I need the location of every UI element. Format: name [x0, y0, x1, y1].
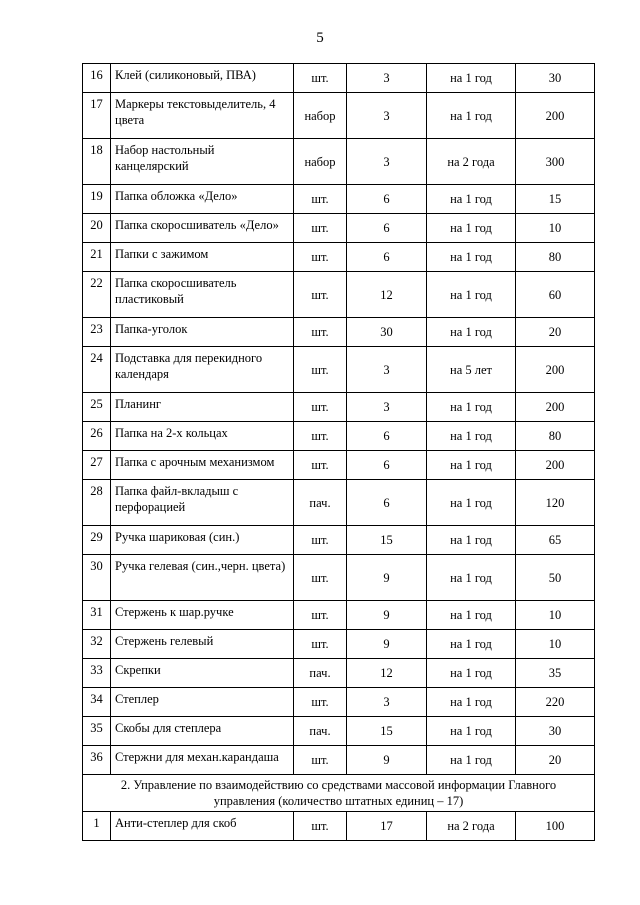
- row-number: 33: [83, 659, 111, 688]
- item-price: 15: [516, 185, 595, 214]
- item-price: 200: [516, 451, 595, 480]
- row-number: 18: [83, 139, 111, 185]
- item-name: Папка скоросшиватель пластиковый: [111, 272, 294, 318]
- item-quantity: 12: [347, 659, 427, 688]
- item-period: на 1 год: [427, 555, 516, 601]
- table-row: [83, 139, 595, 185]
- item-period: на 1 год: [427, 243, 516, 272]
- row-number: 20: [83, 214, 111, 243]
- item-name: Стержень к шар.ручке: [111, 601, 294, 630]
- item-name: Папки с зажимом: [111, 243, 294, 272]
- item-price: 50: [516, 555, 595, 601]
- item-period: на 1 год: [427, 659, 516, 688]
- item-quantity: 3: [347, 688, 427, 717]
- item-price: 80: [516, 243, 595, 272]
- item-period: на 1 год: [427, 451, 516, 480]
- table-row: [83, 555, 595, 601]
- row-number: 27: [83, 451, 111, 480]
- item-quantity: 15: [347, 526, 427, 555]
- item-unit: набор: [294, 139, 347, 185]
- table-row: [83, 526, 595, 555]
- row-number: 36: [83, 746, 111, 775]
- table-row: [83, 318, 595, 347]
- item-name: Маркеры текстовыделитель, 4 цвета: [111, 93, 294, 139]
- item-name: Папка обложка «Дело»: [111, 185, 294, 214]
- item-unit: шт.: [294, 422, 347, 451]
- item-price: 65: [516, 526, 595, 555]
- item-quantity: 9: [347, 630, 427, 659]
- row-number: 26: [83, 422, 111, 451]
- row-number: 16: [83, 64, 111, 93]
- item-period: на 1 год: [427, 318, 516, 347]
- item-price: 30: [516, 717, 595, 746]
- table-row: [83, 717, 595, 746]
- item-unit: шт.: [294, 318, 347, 347]
- table-row: [83, 64, 595, 93]
- table-row: [83, 185, 595, 214]
- item-unit: шт.: [294, 393, 347, 422]
- item-name: Набор настольный канцелярский: [111, 139, 294, 185]
- item-name: Клей (силиконовый, ПВА): [111, 64, 294, 93]
- table-row: [83, 243, 595, 272]
- item-quantity: 6: [347, 243, 427, 272]
- item-period: на 1 год: [427, 480, 516, 526]
- table-row: [83, 214, 595, 243]
- item-name: Планинг: [111, 393, 294, 422]
- item-price: 200: [516, 393, 595, 422]
- item-period: на 2 года: [427, 139, 516, 185]
- table-row: [83, 480, 595, 526]
- item-quantity: 3: [347, 347, 427, 393]
- item-price: 120: [516, 480, 595, 526]
- item-unit: шт.: [294, 526, 347, 555]
- item-period: на 1 год: [427, 272, 516, 318]
- item-quantity: 6: [347, 451, 427, 480]
- item-quantity: 6: [347, 422, 427, 451]
- item-unit: шт.: [294, 185, 347, 214]
- row-number: 35: [83, 717, 111, 746]
- item-period: на 1 год: [427, 717, 516, 746]
- item-unit: шт.: [294, 555, 347, 601]
- item-price: 10: [516, 630, 595, 659]
- item-name: Папка скоросшиватель «Дело»: [111, 214, 294, 243]
- item-price: 60: [516, 272, 595, 318]
- item-unit: шт.: [294, 630, 347, 659]
- item-period: на 1 год: [427, 601, 516, 630]
- item-name: Скрепки: [111, 659, 294, 688]
- item-price: 200: [516, 93, 595, 139]
- table-row: [83, 659, 595, 688]
- section-header-row: [83, 775, 595, 812]
- item-unit: пач.: [294, 659, 347, 688]
- item-price: 35: [516, 659, 595, 688]
- item-quantity: 9: [347, 601, 427, 630]
- item-name: Папка на 2-х кольцах: [111, 422, 294, 451]
- item-quantity: 6: [347, 214, 427, 243]
- item-name: Подставка для перекидного календаря: [111, 347, 294, 393]
- row-number: 30: [83, 555, 111, 601]
- row-number: 24: [83, 347, 111, 393]
- table-row: [83, 688, 595, 717]
- table-row: [83, 746, 595, 775]
- item-price: 30: [516, 64, 595, 93]
- item-unit: шт.: [294, 272, 347, 318]
- row-number: 32: [83, 630, 111, 659]
- table-row: [83, 272, 595, 318]
- item-quantity: 15: [347, 717, 427, 746]
- item-quantity: 12: [347, 272, 427, 318]
- item-name: Степлер: [111, 688, 294, 717]
- item-period: на 1 год: [427, 185, 516, 214]
- item-quantity: 30: [347, 318, 427, 347]
- item-unit: шт.: [294, 243, 347, 272]
- item-period: на 1 год: [427, 93, 516, 139]
- row-number: 22: [83, 272, 111, 318]
- table-row: [83, 601, 595, 630]
- item-name: Папка с арочным механизмом: [111, 451, 294, 480]
- item-quantity: 6: [347, 480, 427, 526]
- item-unit: шт.: [294, 746, 347, 775]
- item-price: 20: [516, 318, 595, 347]
- table-row: [83, 812, 595, 841]
- item-period: на 2 года: [427, 812, 516, 841]
- item-price: 10: [516, 214, 595, 243]
- item-price: 80: [516, 422, 595, 451]
- item-price: 220: [516, 688, 595, 717]
- row-number: 23: [83, 318, 111, 347]
- item-period: на 1 год: [427, 393, 516, 422]
- row-number: 21: [83, 243, 111, 272]
- row-number: 17: [83, 93, 111, 139]
- item-unit: шт.: [294, 64, 347, 93]
- item-period: на 5 лет: [427, 347, 516, 393]
- row-number: 25: [83, 393, 111, 422]
- table-row: [83, 630, 595, 659]
- item-price: 100: [516, 812, 595, 841]
- item-name: Папка файл-вкладыш с перфорацией: [111, 480, 294, 526]
- section-title: 2. Управление по взаимодействию со средствами массовой информации Главного управления (количество штатных единиц – 17): [83, 775, 595, 812]
- row-number: 19: [83, 185, 111, 214]
- item-price: 20: [516, 746, 595, 775]
- item-period: на 1 год: [427, 688, 516, 717]
- item-quantity: 3: [347, 93, 427, 139]
- item-period: на 1 год: [427, 214, 516, 243]
- item-unit: шт.: [294, 688, 347, 717]
- item-price: 10: [516, 601, 595, 630]
- item-name: Анти-степлер для скоб: [111, 812, 294, 841]
- item-name: Стержень гелевый: [111, 630, 294, 659]
- item-unit: шт.: [294, 812, 347, 841]
- item-quantity: 3: [347, 139, 427, 185]
- item-quantity: 9: [347, 746, 427, 775]
- table-row: [83, 422, 595, 451]
- table-row: [83, 393, 595, 422]
- item-name: Ручка гелевая (син.,черн. цвета): [111, 555, 294, 601]
- item-period: на 1 год: [427, 526, 516, 555]
- item-name: Стержни для механ.карандаша: [111, 746, 294, 775]
- table-row: [83, 93, 595, 139]
- item-quantity: 9: [347, 555, 427, 601]
- page-number: 5: [316, 30, 324, 46]
- item-price: 300: [516, 139, 595, 185]
- table-row: [83, 347, 595, 393]
- item-unit: набор: [294, 93, 347, 139]
- table-row: [83, 451, 595, 480]
- row-number: 1: [83, 812, 111, 841]
- item-unit: шт.: [294, 214, 347, 243]
- item-name: Папка-уголок: [111, 318, 294, 347]
- item-name: Скобы для степлера: [111, 717, 294, 746]
- row-number: 28: [83, 480, 111, 526]
- row-number: 31: [83, 601, 111, 630]
- item-unit: шт.: [294, 347, 347, 393]
- supplies-table: [82, 63, 595, 841]
- item-unit: шт.: [294, 451, 347, 480]
- item-period: на 1 год: [427, 64, 516, 93]
- item-price: 200: [516, 347, 595, 393]
- item-period: на 1 год: [427, 746, 516, 775]
- row-number: 29: [83, 526, 111, 555]
- item-period: на 1 год: [427, 630, 516, 659]
- item-unit: пач.: [294, 480, 347, 526]
- item-unit: пач.: [294, 717, 347, 746]
- item-quantity: 3: [347, 64, 427, 93]
- item-quantity: 17: [347, 812, 427, 841]
- row-number: 34: [83, 688, 111, 717]
- item-quantity: 6: [347, 185, 427, 214]
- item-name: Ручка шариковая (син.): [111, 526, 294, 555]
- item-period: на 1 год: [427, 422, 516, 451]
- item-quantity: 3: [347, 393, 427, 422]
- item-unit: шт.: [294, 601, 347, 630]
